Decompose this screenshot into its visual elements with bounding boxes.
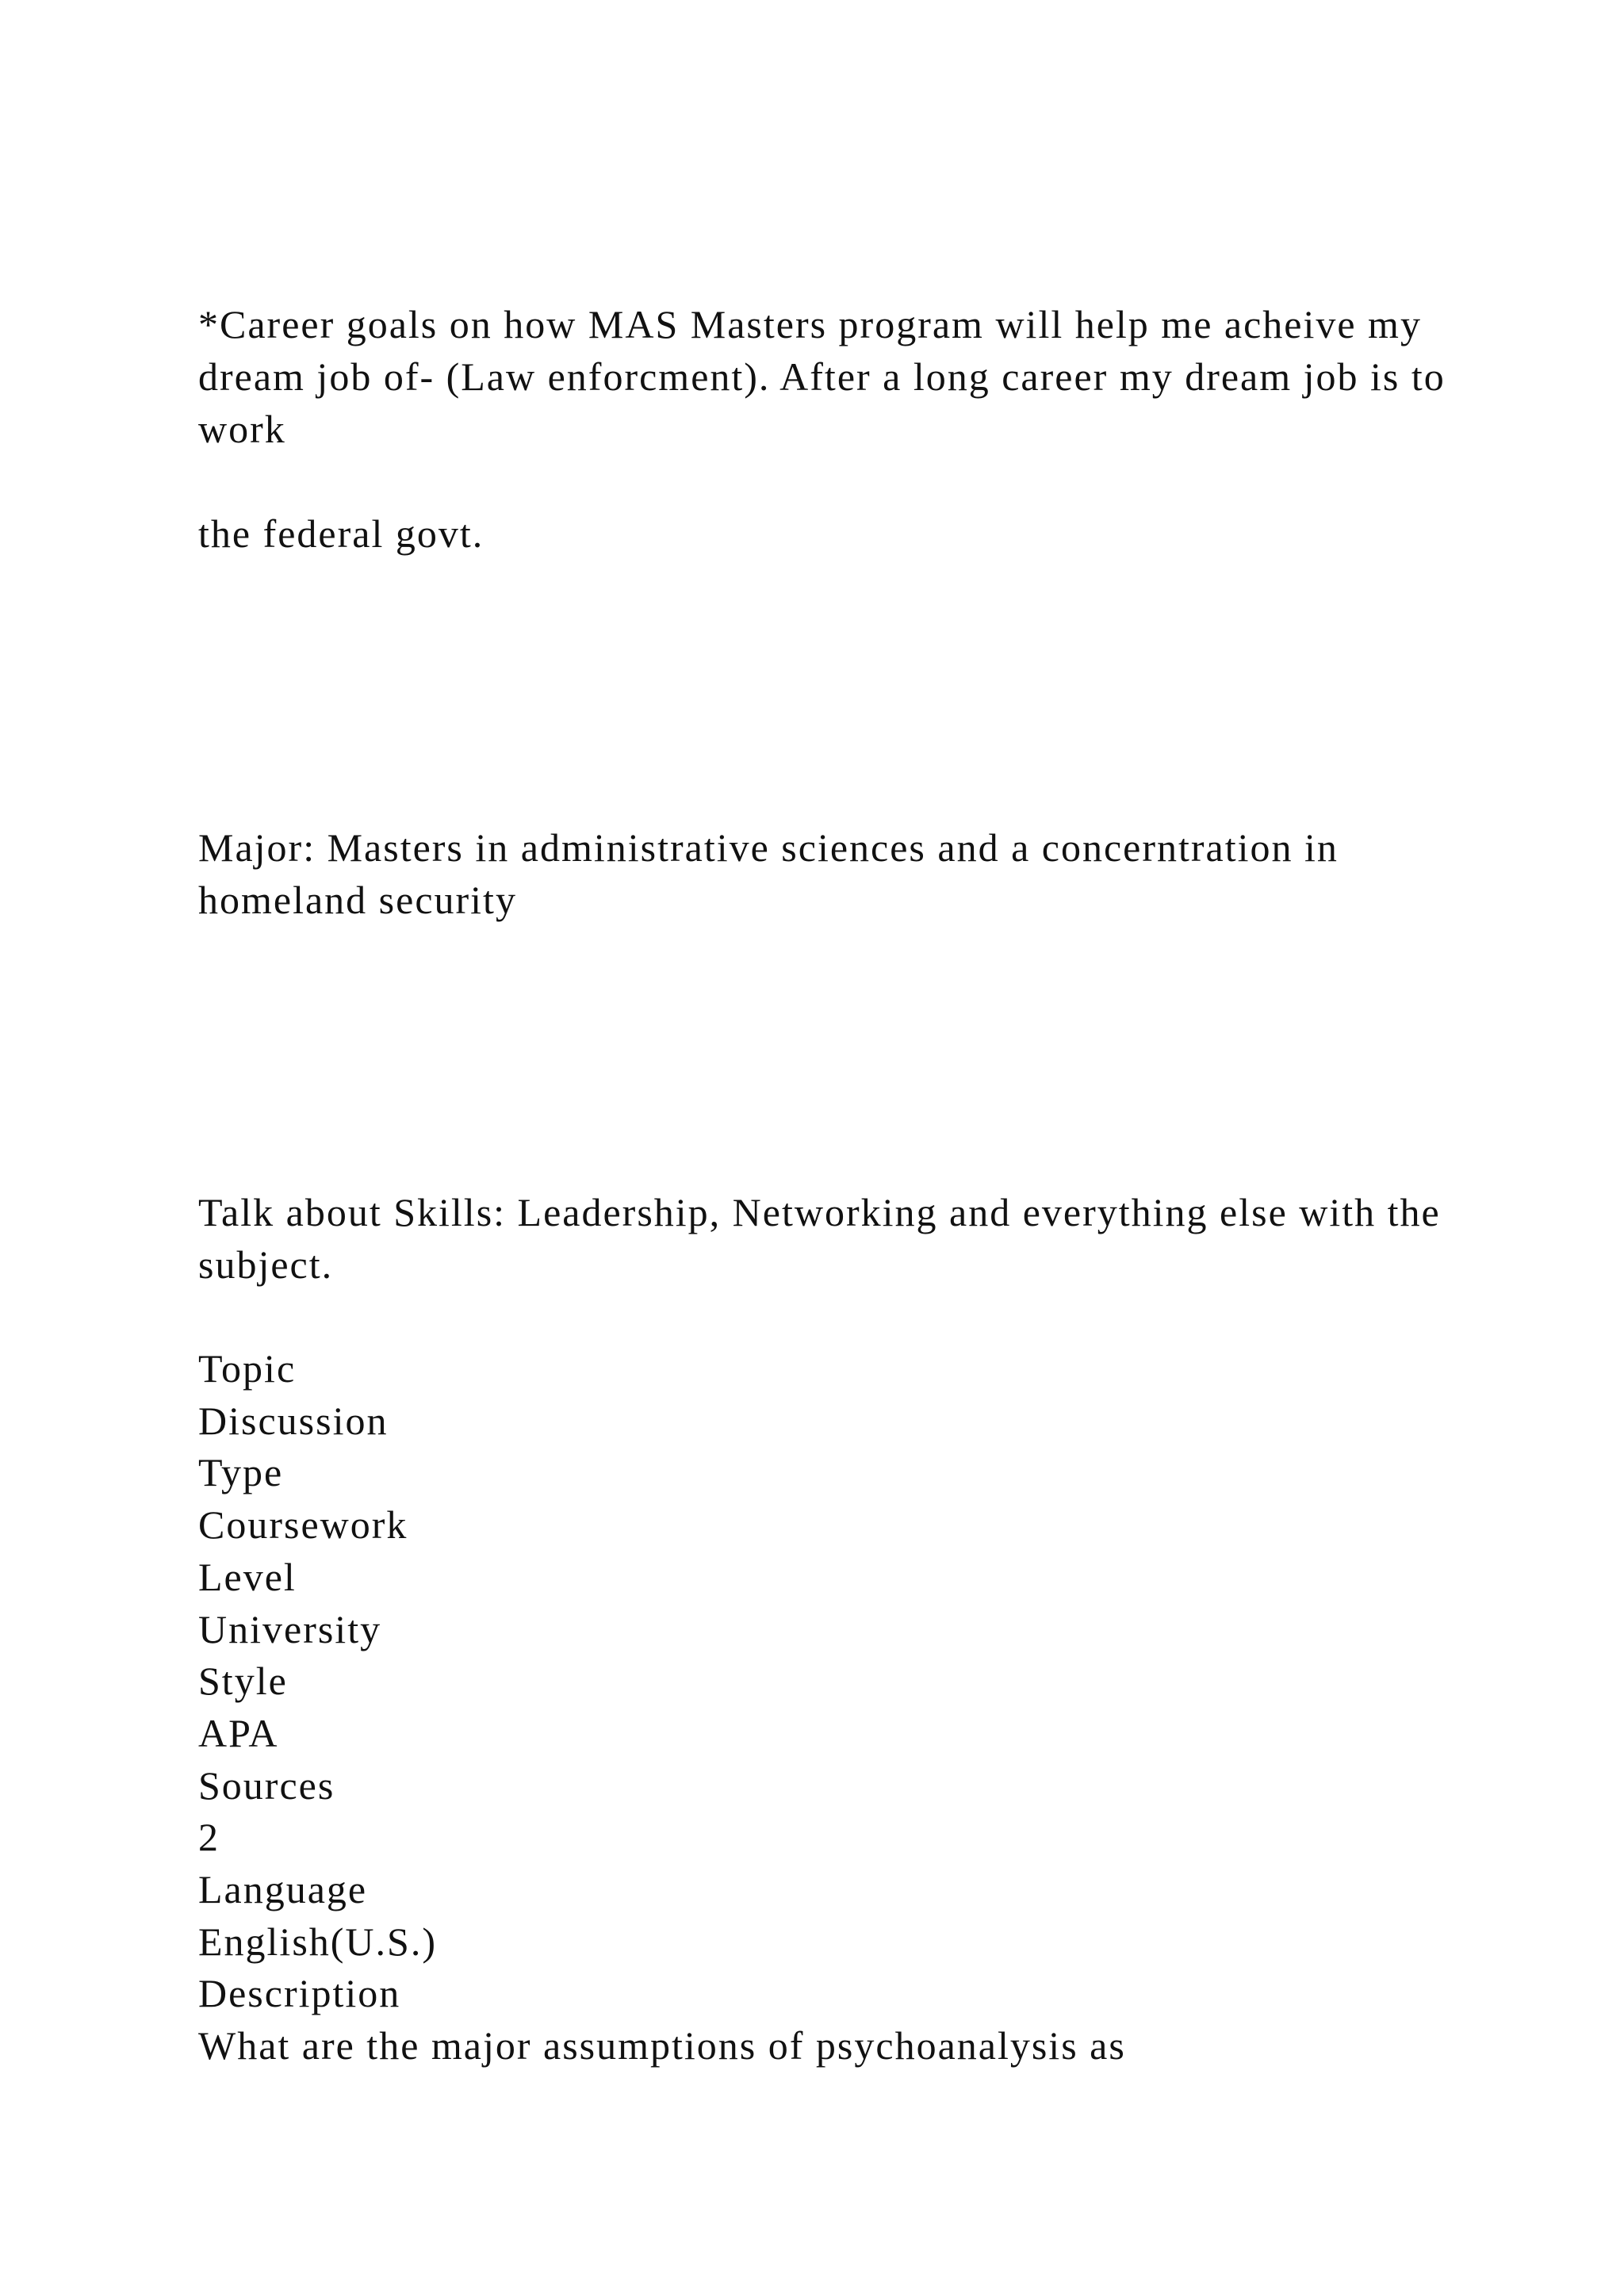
detail-value-description: What are the major assumptions of psychoanalysis as bbox=[198, 2023, 1126, 2068]
detail-value-style: APA bbox=[198, 1710, 279, 1755]
detail-label-topic: Topic bbox=[198, 1346, 297, 1391]
detail-value-language: English(U.S.) bbox=[198, 1919, 437, 1964]
detail-value-type: Coursework bbox=[198, 1502, 408, 1548]
detail-label-description: Description bbox=[198, 1971, 401, 2016]
detail-label-language: Language bbox=[198, 1867, 368, 1912]
career-goals-paragraph: *Career goals on how MAS Masters program will help me acheive my dream job of- (Law enforcment). After a long career my dream job is to work bbox=[198, 302, 1446, 451]
detail-label-level: Level bbox=[198, 1554, 297, 1599]
detail-label-style: Style bbox=[198, 1659, 288, 1704]
major-paragraph: Major: Masters in administrative sciences and a concerntration in homeland security bbox=[198, 825, 1339, 922]
detail-label-type: Type bbox=[198, 1450, 284, 1495]
detail-value-topic: Discussion bbox=[198, 1398, 389, 1443]
detail-label-sources: Sources bbox=[198, 1762, 335, 1808]
career-goals-continuation: the federal govt. bbox=[198, 511, 485, 556]
detail-value-level: University bbox=[198, 1606, 382, 1651]
order-details-list bbox=[198, 1343, 1467, 2072]
skills-paragraph: Talk about Skills: Leadership, Networking and everything else with the subject. bbox=[198, 1190, 1441, 1287]
detail-value-sources: 2 bbox=[198, 1815, 220, 1860]
